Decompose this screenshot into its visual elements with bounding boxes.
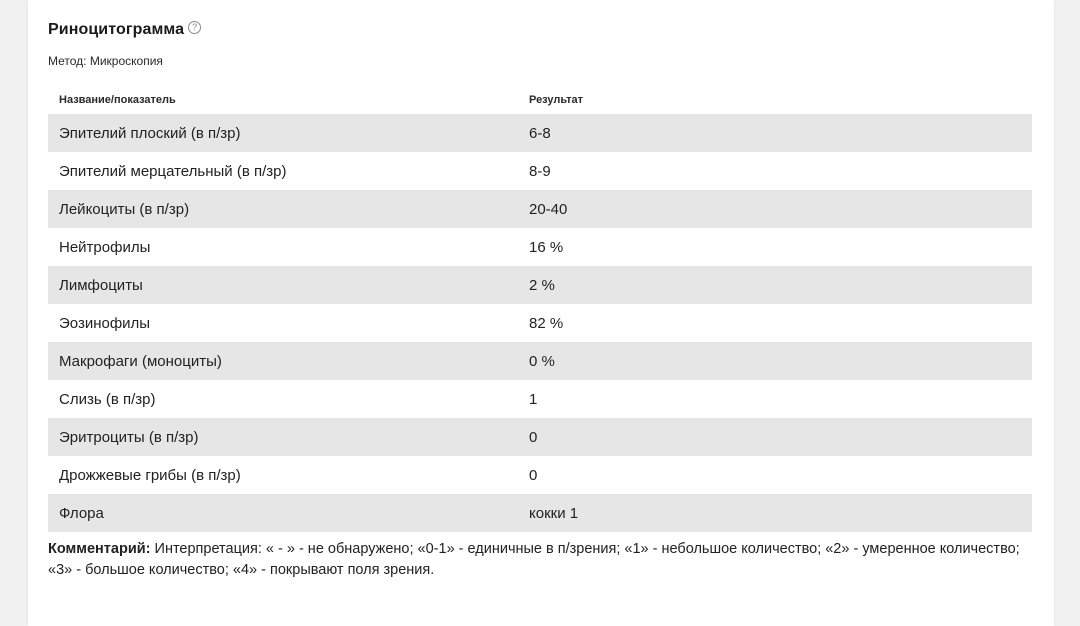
table-row — [48, 190, 1032, 228]
row-name: Лимфоциты — [59, 276, 143, 294]
comment-label: Комментарий: — [48, 541, 151, 557]
row-result: 20-40 — [529, 200, 568, 218]
row-result: 6-8 — [529, 124, 551, 142]
row-result: 8-9 — [529, 162, 551, 180]
table-row — [48, 304, 1032, 342]
row-result: 0 — [529, 428, 538, 446]
row-result: 16 % — [529, 238, 564, 256]
row-name: Макрофаги (моноциты) — [59, 352, 222, 370]
header-result: Результат — [529, 94, 584, 106]
results-table — [48, 86, 1032, 532]
comment-block — [48, 539, 1038, 581]
header-name: Название/показатель — [59, 94, 176, 106]
row-name: Нейтрофилы — [59, 238, 151, 256]
method-label: Метод: Микроскопия — [48, 54, 163, 68]
table-row — [48, 342, 1032, 380]
row-name: Эритроциты (в п/зр) — [59, 428, 199, 446]
row-name: Слизь (в п/зр) — [59, 390, 156, 408]
comment-text: Интерпретация: « - » - не обнаружено; «0-1» - единичные в п/зрения; «1» - небольшое количество; «2» - умеренное количество; «3» - большое количество; «4» - покрывают поля зрения. — [48, 541, 1020, 578]
table-row — [48, 266, 1032, 304]
row-result: 0 % — [529, 352, 555, 370]
section-header — [48, 21, 201, 39]
row-result: 0 — [529, 466, 538, 484]
row-name: Эозинофилы — [59, 314, 151, 332]
table-body — [48, 114, 1032, 532]
question-circle-icon[interactable]: ? — [188, 21, 201, 34]
table-row — [48, 152, 1032, 190]
row-name: Дрожжевые грибы (в п/зр) — [59, 466, 241, 484]
section-title: Риноцитограмма — [48, 21, 185, 38]
table-header — [48, 86, 1032, 114]
row-name: Эпителий плоский (в п/зр) — [59, 124, 241, 142]
row-result: 82 % — [529, 314, 564, 332]
table-row — [48, 494, 1032, 532]
table-row — [48, 418, 1032, 456]
table-row — [48, 114, 1032, 152]
table-row — [48, 228, 1032, 266]
row-result: 1 — [529, 390, 538, 408]
row-result: кокки 1 — [529, 504, 579, 522]
table-row — [48, 380, 1032, 418]
table-row — [48, 456, 1032, 494]
row-name: Флора — [59, 504, 104, 522]
row-name: Эпителий мерцательный (в п/зр) — [59, 162, 287, 180]
row-result: 2 % — [529, 276, 555, 294]
row-name: Лейкоциты (в п/зр) — [59, 200, 190, 218]
results-card — [28, 0, 1054, 626]
